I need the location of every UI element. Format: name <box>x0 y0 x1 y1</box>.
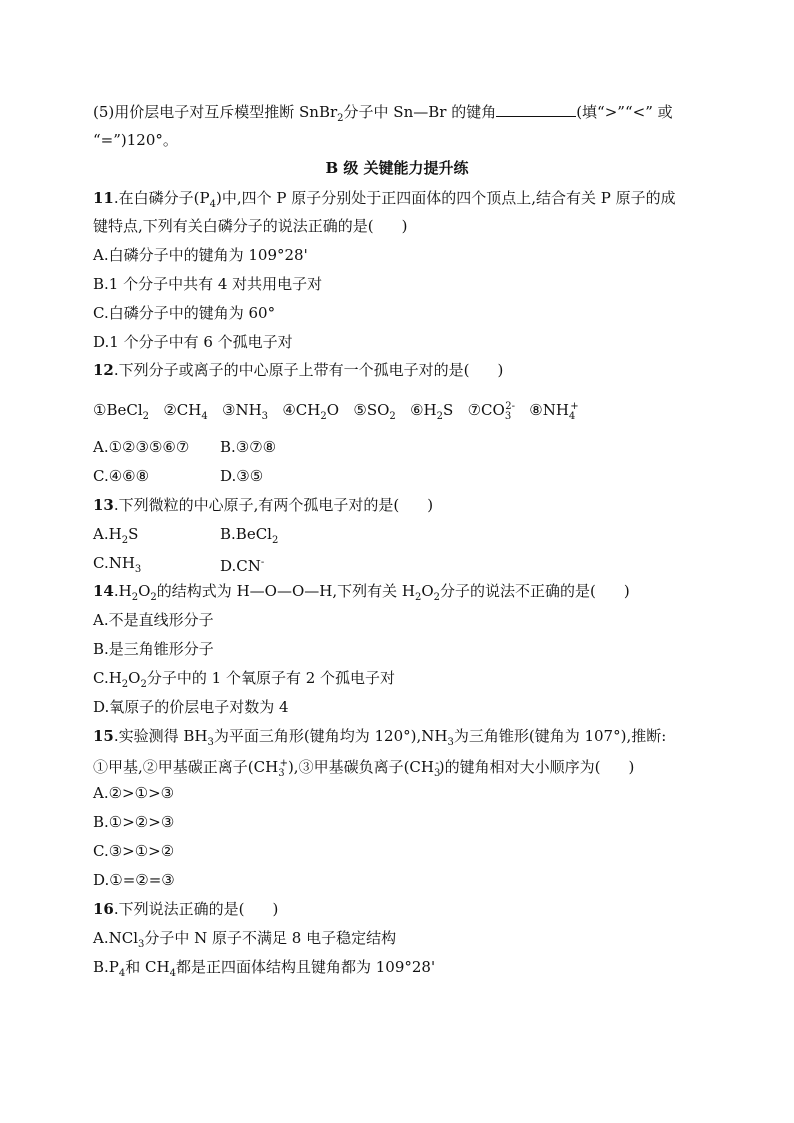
species-7: $⑦CO_3^{2-}$ <box>467 401 515 422</box>
q15-option-d: D.①=②=③ <box>93 871 175 889</box>
q14-option-d: D.氧原子的价层电子对数为 4 <box>93 698 289 716</box>
q12-option-b: B.③⑦⑧ <box>220 438 277 456</box>
q13-option-b: B.BeCl$_2$ <box>220 525 279 546</box>
q11-stem-line-1: 11.在白磷分子$(P_4)$中,四个 P 原子分别处于正四面体的四个顶点上,结合有关 P 原子的成 <box>93 189 676 210</box>
q15-option-a: A.②>①>③ <box>93 784 175 802</box>
q12-options-row-1 <box>93 437 277 457</box>
q16-option-b: $B.P_4$和 $CH_4$都是正四面体结构且键角都为 109°28' <box>93 958 436 979</box>
q12-stem: 12.下列分子或离子的中心原子上带有一个孤电子对的是( ) <box>93 361 504 379</box>
q14-stem: $14.H_2O_2$的结构式为 H—O—O—H,下列有关 $H_2O_2$分子的说法不正确的是( ) <box>93 582 630 603</box>
q12-options-row-2 <box>93 466 264 486</box>
q11-option-b: B.1 个分子中共有 4 对共用电子对 <box>93 275 323 293</box>
q12-option-d: D.③⑤ <box>220 467 264 485</box>
q15-stem-line-1: 15.实验测得 $BH_3$为平面三角形(键角均为 $120^\circ),NH_3$为三角锥形(键角为 107°),推断: <box>93 727 667 748</box>
q15-stem-line-2: ①甲基,②甲基碳正离子$(CH_3^+),③$甲基碳负离子$(CH_3^-)$的键角相对大小顺序为( ) <box>93 758 635 779</box>
q16-option-a: A.NCl$_3$分子中 N 原子不满足 8 电子稳定结构 <box>93 929 397 950</box>
q15-option-b: B.①>②>③ <box>93 813 175 831</box>
q11-stem-line-2: 键特点,下列有关白磷分子的说法正确的是( ) <box>93 217 408 235</box>
species-4: $④CH_2O$ <box>282 401 340 422</box>
q11-option-d: D.1 个分子中有 6 个孤电子对 <box>93 333 293 351</box>
q13-options-row-2 <box>93 553 265 580</box>
q14-option-a: A.不是直线形分子 <box>93 611 214 629</box>
species-2: $②CH_4$ <box>163 401 208 422</box>
q12-option-c: C.④⑥⑧ <box>93 467 150 485</box>
species-1: ①BeCl$_2$ <box>93 401 149 422</box>
species-8: $⑧NH_4^+$ <box>529 401 579 422</box>
q5-line-1: (5)用价层电子对互斥模型推断 SnBr$_2$分子中 Sn—Br 的键角 (填“>”“<” 或 <box>93 103 673 124</box>
q13-options-row-1 <box>93 524 279 551</box>
q11-option-a: A.白磷分子中的键角为 109°28' <box>93 246 308 264</box>
q12-option-a: A.①②③⑤⑥⑦ <box>93 438 190 456</box>
q13-option-d: D.CN- <box>220 557 265 575</box>
answer-blank[interactable] <box>496 102 576 117</box>
species-6: $⑥H_2S$ <box>410 401 454 422</box>
q15-option-c: C.③>①>② <box>93 842 175 860</box>
q14-option-c: $C.H_2O_2$分子中的 1 个氧原子有 2 个孤电子对 <box>93 669 396 690</box>
species-5: $⑤SO_2$ <box>353 401 396 422</box>
section-heading: B 级 关键能力提升练 <box>325 159 469 177</box>
q14-option-b: B.是三角锥形分子 <box>93 640 214 658</box>
q13-stem: 13.下列微粒的中心原子,有两个孤电子对的是( ) <box>93 496 434 514</box>
q13-option-a: $A.H_2S$ <box>93 525 139 546</box>
q13-option-c: $C.NH_3$ <box>93 554 142 575</box>
q16-stem: 16.下列说法正确的是( ) <box>93 900 279 918</box>
q12-species-list <box>93 397 579 427</box>
species-3: $③NH_3$ <box>222 401 269 422</box>
q11-option-c: C.白磷分子中的键角为 60° <box>93 304 276 322</box>
q5-line-2: “=”)120°。 <box>93 131 178 149</box>
